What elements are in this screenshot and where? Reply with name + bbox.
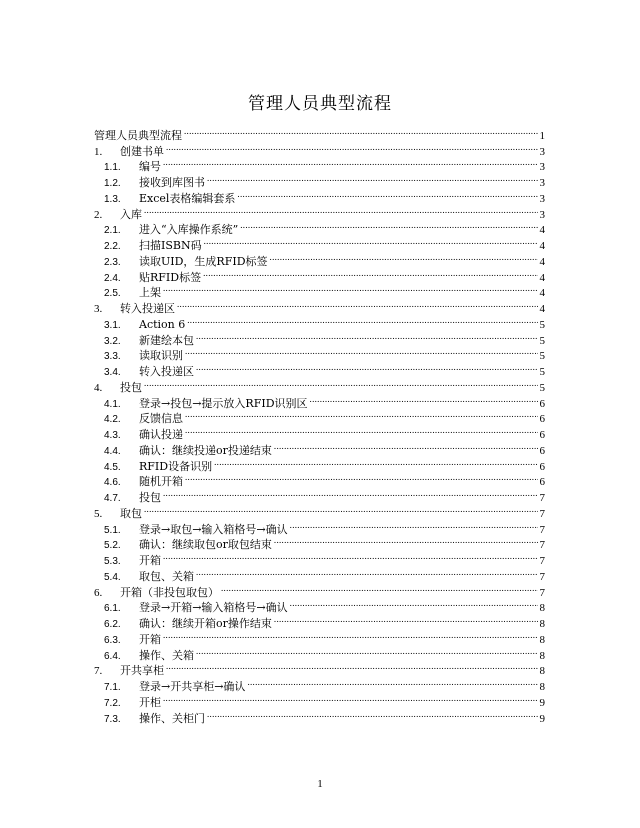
- toc-dot-leader: [207, 706, 538, 722]
- toc-entry-title: 登录→投包→提示放入RFID识别区: [139, 396, 308, 410]
- toc-entry-number: 2.1.: [104, 225, 121, 237]
- toc-entry-page: 4: [539, 287, 545, 300]
- toc-entry-page: 7: [539, 586, 545, 599]
- toc-dot-leader: [247, 674, 537, 690]
- toc-entry-number: 6.: [94, 586, 103, 599]
- toc-entry-number: 5.: [94, 507, 103, 520]
- toc-entry-number: 3.2.: [104, 335, 121, 347]
- toc-entry-number: 5.4.: [104, 571, 121, 583]
- toc-dot-leader: [221, 580, 538, 596]
- toc-entry-page: 9: [539, 712, 545, 725]
- toc-entry-page: 6: [539, 429, 545, 441]
- toc-entry-number: 2.4.: [104, 272, 121, 284]
- toc-dot-leader: [290, 596, 538, 612]
- toc-entry-page: 5: [539, 318, 545, 331]
- toc-entry-page: 5: [539, 350, 545, 363]
- toc-entry-number: 4.1.: [104, 398, 121, 410]
- toc-entry-number: 5.2.: [104, 540, 121, 552]
- document-title: 管理人员典型流程: [248, 94, 392, 114]
- toc-entry-page: 8: [539, 618, 545, 630]
- toc-entry[interactable]: [94, 123, 545, 142]
- toc-entry-page: 1: [539, 129, 545, 142]
- toc-entry-title: 开共享柜: [120, 664, 164, 678]
- toc-entry-page: 7: [539, 539, 545, 552]
- toc-dot-leader: [237, 186, 537, 202]
- toc-entry-title: Action 6: [139, 317, 186, 331]
- toc-entry-title: 贴RFID标签: [139, 270, 202, 284]
- toc-dot-leader: [290, 517, 538, 533]
- toc-entry-page: 7: [539, 523, 545, 536]
- toc-entry-number: 6.3.: [104, 634, 121, 646]
- toc-entry-title: 编号: [139, 160, 161, 174]
- toc-entry-title: 转入投递区: [120, 302, 175, 315]
- toc-entry-title: 新建绘本包: [139, 333, 194, 347]
- toc-entry-page: 8: [539, 633, 545, 646]
- toc-dot-leader: [166, 139, 538, 155]
- toc-entry-number: 2.: [94, 208, 103, 221]
- toc-entry-page: 6: [539, 476, 545, 489]
- toc-entry-number: 4.6.: [104, 477, 121, 489]
- toc-entry-title: 开箱: [139, 632, 161, 646]
- toc-entry-title: Excel表格编辑套系: [139, 191, 236, 205]
- toc-entry-title: 投包: [139, 491, 161, 504]
- toc-dot-leader: [204, 233, 538, 249]
- toc-entry-number: 4.3.: [104, 430, 121, 441]
- toc-dot-leader: [185, 344, 538, 360]
- toc-entry-number: 2.3.: [104, 256, 121, 268]
- toc-dot-leader: [166, 659, 538, 675]
- toc-entry-page: 9: [539, 696, 545, 709]
- toc-entry-title: 进入“入库操作系统”: [139, 223, 239, 237]
- toc-dot-leader: [185, 407, 538, 423]
- toc-entry-page: 3: [539, 161, 545, 174]
- toc-entry-page: 7: [539, 492, 545, 504]
- toc-entry-page: 7: [539, 507, 545, 520]
- toc-entry[interactable]: [94, 170, 545, 189]
- toc-dot-leader: [274, 611, 538, 627]
- toc-entry-number: 2.2.: [104, 241, 121, 252]
- toc-entry-title: 开柜: [139, 695, 161, 709]
- toc-entry-title: 确认：继续开箱or操作结束: [139, 617, 272, 630]
- toc-dot-leader: [207, 170, 538, 186]
- toc-entry-title: 接收到库图书: [139, 176, 205, 189]
- toc-dot-leader: [144, 375, 538, 391]
- toc-dot-leader: [196, 328, 538, 344]
- toc-entry[interactable]: [94, 296, 545, 315]
- toc-entry-number: 6.1.: [104, 603, 121, 615]
- toc-dot-leader: [196, 359, 538, 375]
- toc-entry-title: 开箱（非投包取包）: [120, 585, 219, 599]
- page-number: 1: [317, 778, 323, 790]
- toc-entry-page: 4: [539, 271, 545, 284]
- toc-entry-number: 1.1.: [104, 162, 121, 174]
- toc-entry-title: 取包: [120, 506, 142, 520]
- toc-dot-leader: [240, 218, 537, 234]
- toc-dot-leader: [184, 123, 538, 139]
- toc-entry-number: 6.4.: [104, 650, 121, 662]
- toc-dot-leader: [270, 249, 538, 265]
- toc-entry-title: 上架: [139, 286, 161, 300]
- toc-entry-number: 7.: [94, 665, 103, 678]
- toc-entry-page: 4: [539, 303, 545, 315]
- toc-entry-number: 5.1.: [104, 524, 121, 536]
- toc-entry-number: 6.2.: [104, 619, 121, 630]
- toc-entry-title: 创建书单: [120, 144, 164, 158]
- toc-entry-page: 8: [539, 665, 545, 678]
- toc-dot-leader: [185, 470, 538, 486]
- toc-dot-leader: [163, 155, 538, 171]
- toc-entry-number: 3.: [94, 303, 103, 315]
- toc-entry-title: 确认投递: [139, 428, 183, 441]
- toc-dot-leader: [196, 564, 538, 580]
- toc-entry-page: 4: [539, 240, 545, 252]
- toc-entry-number: 3.4.: [104, 367, 121, 378]
- toc-entry-number: 3.3.: [104, 351, 121, 363]
- toc-entry[interactable]: [94, 517, 545, 536]
- toc-entry-title: 读取UID，生成RFID标签: [139, 254, 268, 268]
- toc-entry-page: 3: [539, 192, 545, 205]
- toc-entry-page: 5: [539, 334, 545, 347]
- toc-dot-leader: [274, 438, 538, 454]
- toc-dot-leader: [144, 501, 538, 517]
- toc-entry-number: 4.7.: [104, 493, 121, 504]
- toc-entry[interactable]: [94, 202, 545, 221]
- toc-entry-title: 管理人员典型流程: [94, 128, 182, 142]
- toc-entry-title: 取包、关箱: [139, 569, 194, 583]
- toc-entry-title: 确认：继续取包or取包结束: [139, 538, 272, 552]
- toc-dot-leader: [214, 454, 537, 470]
- toc-entry-title: 扫描ISBN码: [139, 239, 202, 252]
- toc-entry-number: 4.4.: [104, 445, 121, 457]
- toc-dot-leader: [310, 391, 538, 407]
- toc-dot-leader: [274, 533, 538, 549]
- toc-entry-number: 7.1.: [104, 682, 121, 693]
- toc-entry-title: 转入投递区: [139, 365, 194, 378]
- toc-entry-number: 4.: [94, 381, 103, 394]
- table-of-contents: [94, 123, 545, 725]
- toc-entry[interactable]: [94, 375, 545, 394]
- toc-entry-page: 8: [539, 602, 545, 615]
- toc-dot-leader: [163, 281, 538, 297]
- toc-entry-number: 4.5.: [104, 461, 121, 473]
- toc-dot-leader: [163, 548, 538, 564]
- toc-entry-page: 6: [539, 397, 545, 410]
- toc-entry[interactable]: [94, 706, 545, 725]
- toc-entry-page: 3: [539, 145, 545, 158]
- toc-entry-title: 登录→取包→输入箱格号→确认: [139, 522, 288, 536]
- toc-entry-number: 7.2.: [104, 697, 121, 709]
- toc-dot-leader: [185, 422, 538, 438]
- toc-entry-page: 8: [539, 649, 545, 662]
- toc-entry-title: 登录→开箱→输入箱格号→确认: [139, 601, 288, 615]
- toc-entry-number: 3.1.: [104, 319, 121, 331]
- toc-entry-title: 登录→开共享柜→确认: [139, 680, 246, 693]
- toc-entry[interactable]: [94, 391, 545, 410]
- toc-entry[interactable]: [94, 218, 545, 237]
- toc-entry-page: 4: [539, 224, 545, 237]
- toc-entry-page: 6: [539, 444, 545, 457]
- toc-entry-page: 6: [539, 460, 545, 473]
- toc-entry-title: 开箱: [139, 554, 161, 567]
- toc-entry-page: 8: [539, 681, 545, 693]
- toc-entry-page: 4: [539, 255, 545, 268]
- toc-entry[interactable]: [94, 643, 545, 662]
- toc-dot-leader: [187, 312, 537, 328]
- toc-entry-page: 5: [539, 366, 545, 378]
- toc-entry-page: 7: [539, 555, 545, 567]
- toc-entry-page: 6: [539, 413, 545, 426]
- toc-dot-leader: [163, 690, 538, 706]
- toc-dot-leader: [177, 296, 538, 312]
- toc-entry-title: 反馈信息: [139, 412, 183, 426]
- toc-entry-number: 4.2.: [104, 414, 121, 426]
- toc-entry-page: 3: [539, 208, 545, 221]
- toc-dot-leader: [163, 485, 538, 501]
- toc-entry[interactable]: [94, 501, 545, 520]
- toc-entry[interactable]: [94, 564, 545, 583]
- toc-entry-title: RFID设备识别: [139, 459, 213, 473]
- toc-entry-number: 1.: [94, 145, 103, 158]
- toc-entry-number: 2.5.: [104, 288, 121, 300]
- toc-entry-title: 读取识别: [139, 349, 183, 363]
- toc-entry-title: 随机开箱: [139, 475, 183, 489]
- toc-entry-number: 5.3.: [104, 556, 121, 567]
- toc-entry-title: 操作、关箱: [139, 648, 194, 662]
- toc-entry-title: 投包: [120, 380, 142, 394]
- toc-dot-leader: [163, 627, 538, 643]
- toc-dot-leader: [203, 265, 537, 281]
- toc-entry-page: 7: [539, 570, 545, 583]
- toc-entry-number: 7.3.: [104, 713, 121, 725]
- toc-dot-leader: [196, 643, 538, 659]
- toc-entry-page: 5: [539, 381, 545, 394]
- toc-entry-number: 1.2.: [104, 178, 121, 189]
- toc-entry-number: 1.3.: [104, 193, 121, 205]
- toc-entry-title: 操作、关柜门: [139, 711, 205, 725]
- toc-dot-leader: [144, 202, 538, 218]
- toc-entry-page: 3: [539, 177, 545, 189]
- toc-entry-title: 确认：继续投递or投递结束: [139, 443, 272, 457]
- toc-entry-title: 入库: [120, 207, 142, 221]
